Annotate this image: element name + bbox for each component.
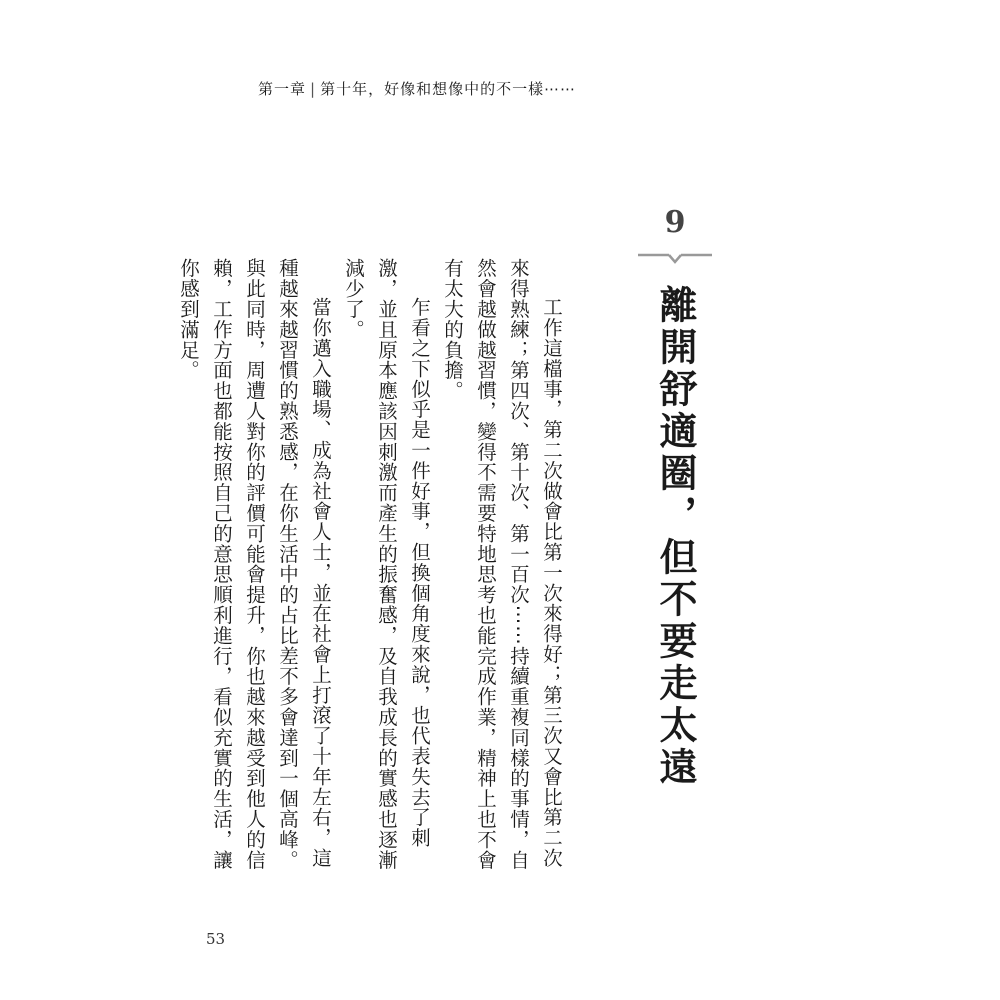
- paragraph-2: 乍看之下似乎是一件好事，但換個角度來說，也代表失去了刺激，並且原本應該因刺激而產生的振奮感，及自我成長的實感也逐漸減少了。: [342, 258, 431, 870]
- header-separator: |: [310, 80, 317, 98]
- header-chapter: 第一章: [258, 80, 307, 98]
- chapter-title: 離開舒適圈，但不要走太遠: [653, 285, 698, 789]
- paragraph-1: 工作這檔事，第二次做會比第一次來得好；第三次又會比第二次來得熟練；第四次、第十次、第一百次⋯⋯持續重複同樣的事情，自然會越做越習慣，變得不需要特地思考也能完成作業，精神上也不會有太大的負擔。: [441, 258, 563, 870]
- header-title: 第十年，好像和想像中的不一樣⋯⋯: [320, 80, 577, 98]
- running-header: [258, 78, 576, 99]
- chapter-number: 9: [664, 205, 686, 240]
- chapter-divider-ornament: [638, 252, 712, 264]
- paragraph-3: 當你邁入職場、成為社會人士，並在社會上打滾了十年左右，這種越來越習慣的熟悉感，在你生活中的占比差不多會達到一個高峰。與此同時，周遭人對你的評價可能會提升，你也越來越受到他人的信賴，工作方面也都能按照自己的意思順利進行，看似充實的生活，讓你感到滿足。: [177, 258, 332, 870]
- body-text: [172, 258, 568, 888]
- page-number: 53: [206, 930, 226, 948]
